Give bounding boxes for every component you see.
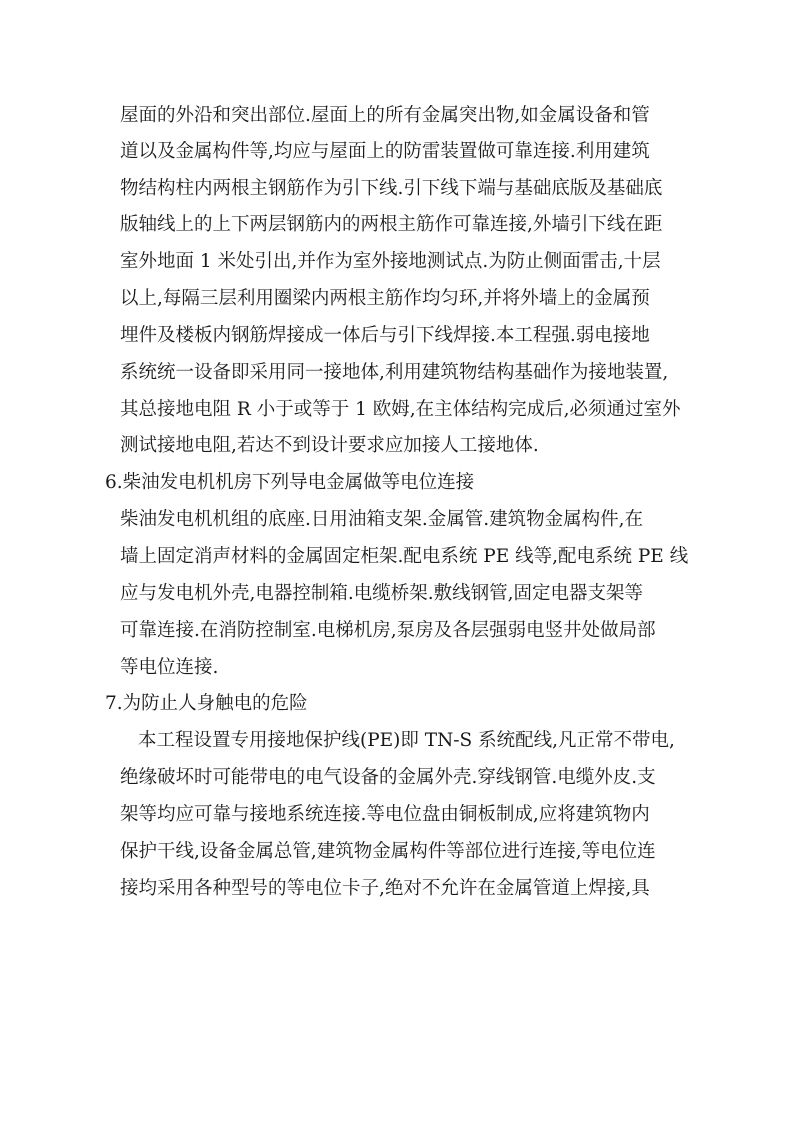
text-line: 系统统一设备即采用同一接地体,利用建筑物结构基础作为接地装置, <box>120 362 669 383</box>
text-line: 屋面的外沿和突出部位.屋面上的所有金属突出物,如金属设备和管 <box>120 105 650 126</box>
text-line: 道以及金属构件等,均应与屋面上的防雷装置做可靠连接.利用建筑 <box>120 141 650 162</box>
text-line: 版轴线上的上下两层钢筋内的两根主筋作可靠连接,外墙引下线在距 <box>120 214 663 235</box>
text-line: 等电位连接. <box>120 657 219 678</box>
text-line: 物结构柱内两根主钢筋作为引下线.引下线下端与基础底版及基础底 <box>120 178 663 199</box>
text-line: 以上,每隔三层利用圈梁内两根主筋作均匀环,并将外墙上的金属预 <box>120 288 650 309</box>
text-line: 埋件及楼板内钢筋焊接成一体后与引下线焊接.本工程强.弱电接地 <box>120 325 650 346</box>
text-line: 柴油发电机机组的底座.日用油箱支架.金属管.建筑物金属构件,在 <box>120 509 644 530</box>
text-line: 室外地面 1 米处引出,并作为室外接地测试点.为防止侧面雷击,十层 <box>120 251 661 272</box>
text-line: 绝缘破坏时可能带电的电气设备的金属外壳.穿线钢管.电缆外皮.支 <box>120 767 656 788</box>
text-line: 本工程设置专用接地保护线(PE)即 TN-S 系统配线,凡正常不带电, <box>138 730 675 751</box>
section-heading: 6.柴油发电机机房下列导电金属做等电位连接 <box>105 472 475 493</box>
text-line: 接均采用各种型号的等电位卡子,绝对不允许在金属管道上焊接,具 <box>120 878 650 899</box>
text-line: 墙上固定消声材料的金属固定柜架.配电系统 PE 线等,配电系统 PE 线 <box>120 546 689 567</box>
text-line: 应与发电机外壳,电器控制箱.电缆桥架.敷线钢管,固定电器支架等 <box>120 583 644 604</box>
text-line: 其总接地电阻 R 小于或等于 1 欧姆,在主体结构完成后,必须通过室外 <box>120 399 681 420</box>
text-line: 保护干线,设备金属总管,建筑物金属构件等部位进行连接,等电位连 <box>120 841 656 862</box>
text-line: 可靠连接.在消防控制室.电梯机房,泵房及各层强弱电竖井处做局部 <box>120 620 656 641</box>
text-line: 架等均应可靠与接地系统连接.等电位盘由铜板制成,应将建筑物内 <box>120 804 650 825</box>
text-line: 测试接地电阻,若达不到设计要求应加接人工接地体. <box>120 435 539 456</box>
section-heading: 7.为防止人身触电的危险 <box>105 693 308 714</box>
